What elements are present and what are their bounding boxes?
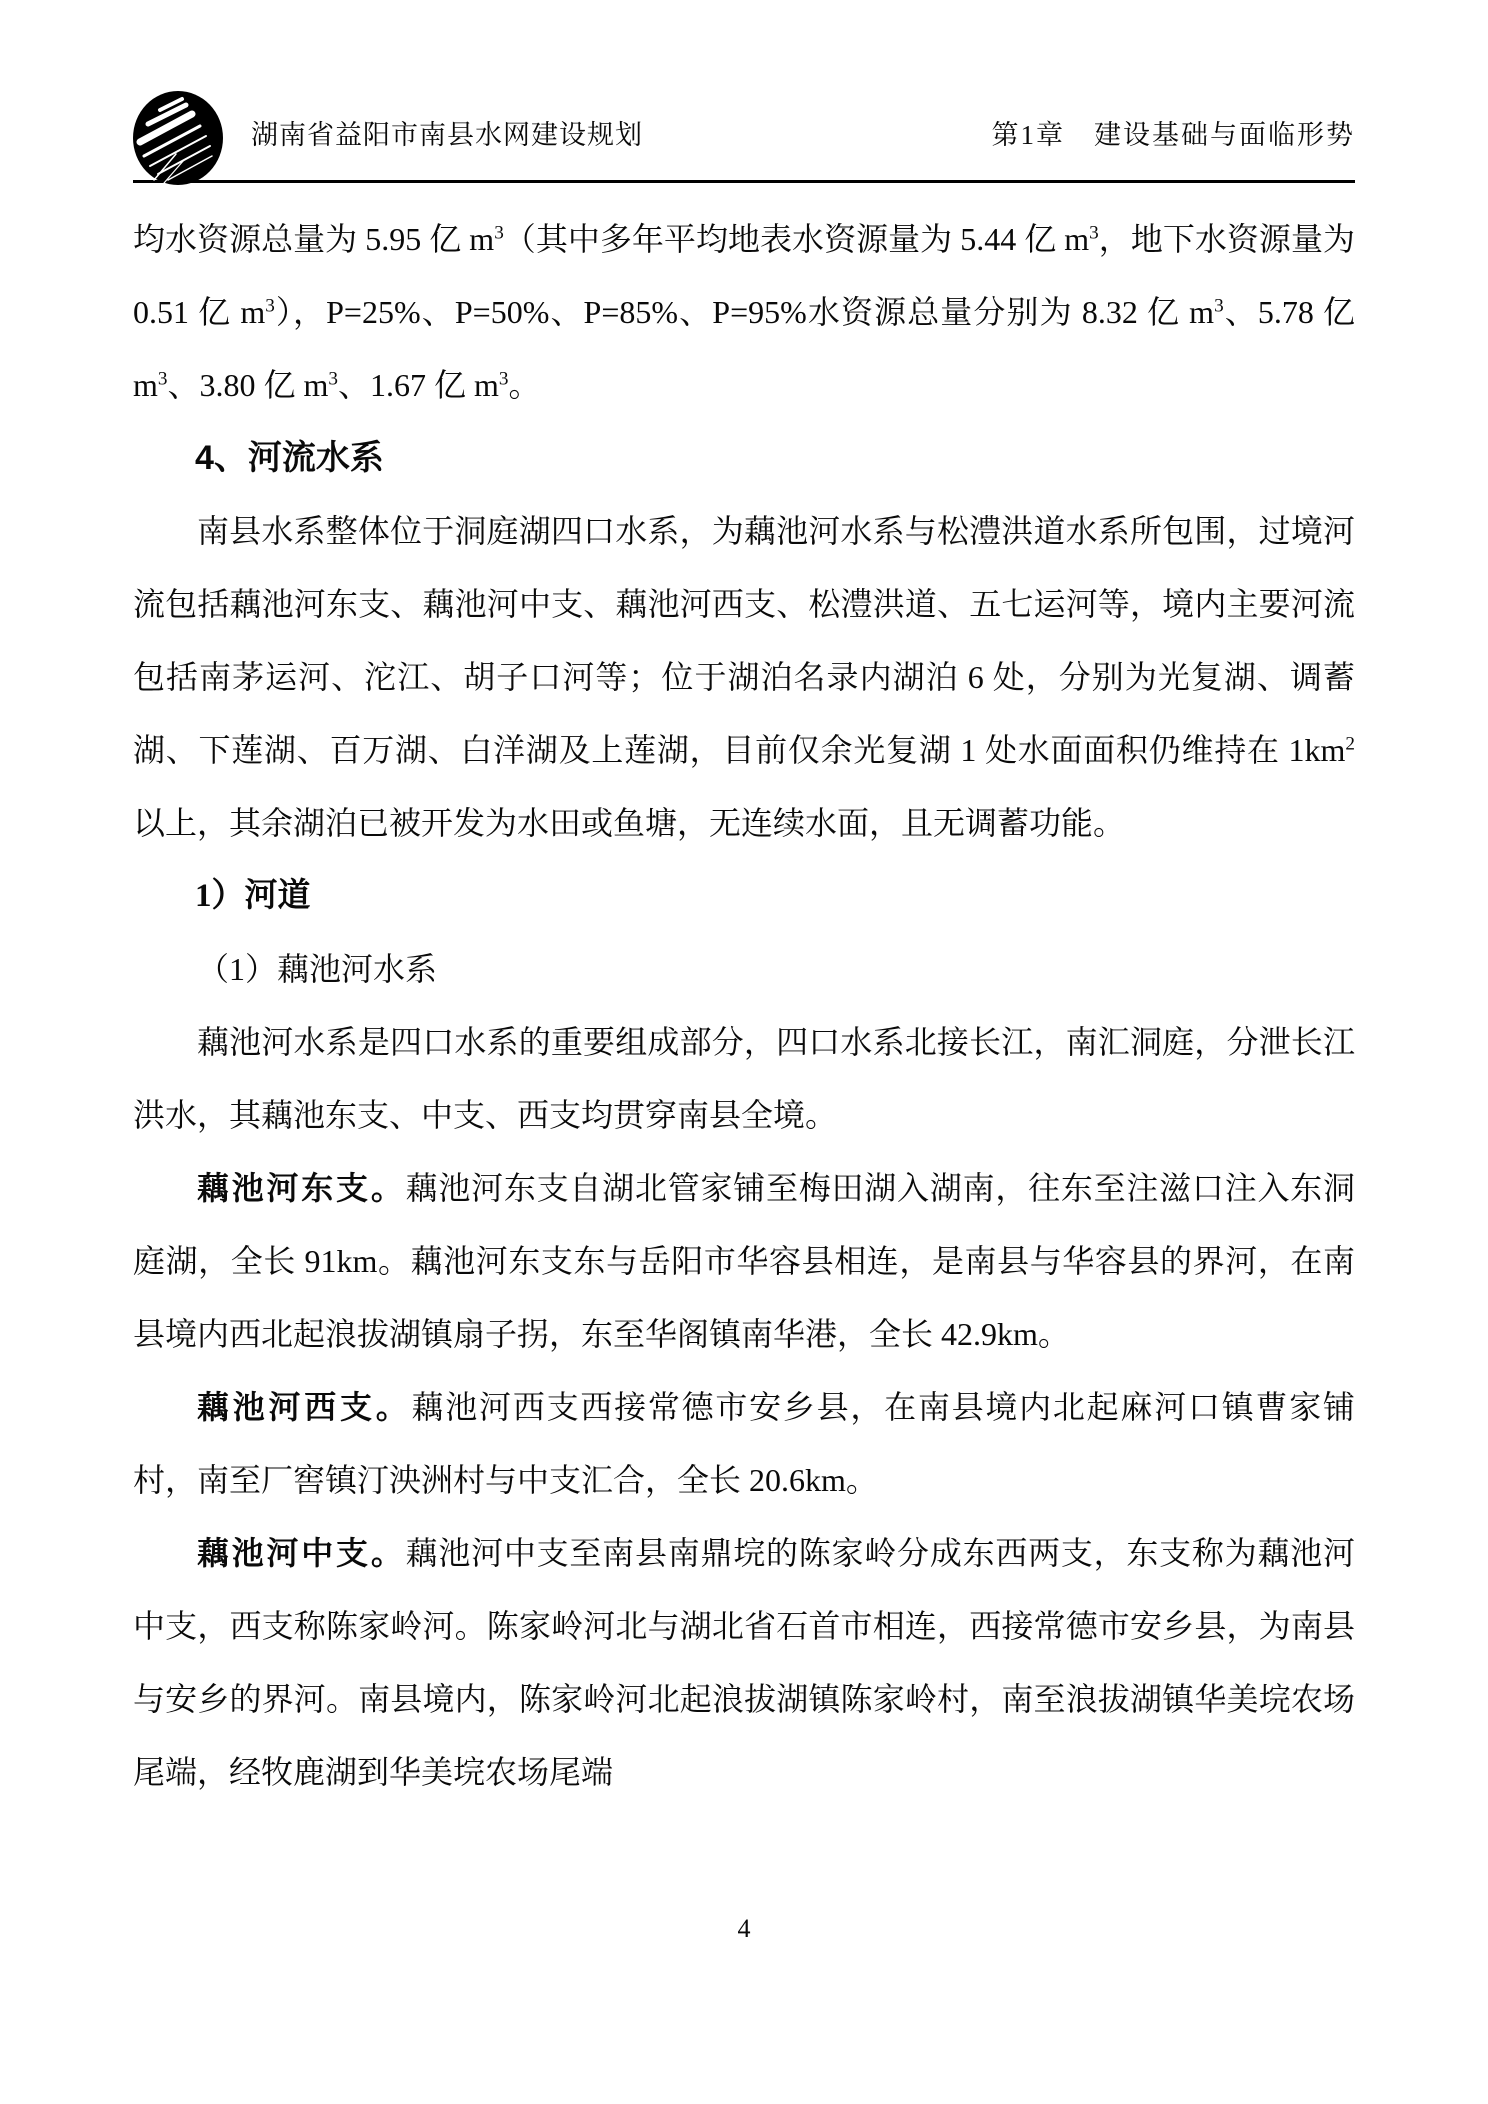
text-run: ），P=25%、P=50%、P=85%、P=95%水资源总量分别为 8.32 亿 m [274,294,1215,330]
text-run: 、5.78 亿 m [133,294,1355,403]
paragraph [133,1152,1355,1371]
paragraph [133,495,1355,860]
superscript: 2 [1345,733,1355,755]
bold-run: 藕池河东支。 [197,1170,406,1206]
text-run: 、1.67 亿 m [337,367,499,403]
subsection-heading [133,860,1355,933]
page-footer [0,1914,1488,1944]
bold-run: 藕池河西支。 [197,1389,412,1425]
bold-run: 藕池河中支。 [197,1535,406,1571]
superscript: 3 [1089,222,1099,244]
text-run: 藕池河中支至南县南鼎垸的陈家岭分成东西两支，东支称为藕池河中支，西支称陈家岭河。陈家岭河北与湖北省石首市相连，西接常德市安乡县，为南县与安乡的界河。南县境内，陈家岭河北起浪拔湖镇陈家岭村，南至浪拔湖镇华美垸农场尾端，经牧鹿湖到华美垸农场尾端 [133,1535,1355,1790]
text-run: 藕池河东支自湖北管家铺至梅田湖入湖南，往东至注滋口注入东洞庭湖，全长 91km。藕池河东支东与岳阳市华容县相连，是南县与华容县的界河，在南县境内西北起浪拔湖镇扇子拐，东至华阁镇南华港，全长 42.9km。 [133,1170,1355,1352]
text-run: （其中多年平均地表水资源量为 5.44 亿 m [503,221,1090,257]
paragraph [133,1371,1355,1517]
paragraph [133,203,1355,422]
superscript: 3 [1214,295,1224,317]
text-run: 藕池河水系是四口水系的重要组成部分，四口水系北接长江，南汇洞庭，分泄长江洪水，其藕池东支、中支、西支均贯穿南县全境。 [133,1024,1355,1133]
section-heading [133,422,1355,495]
text-run: （1）藕池河水系 [197,951,438,987]
paragraph [133,933,1355,1006]
text-run: 、3.80 亿 m [167,367,329,403]
header-divider [133,180,1355,183]
superscript: 3 [157,368,168,390]
text-run: 4、河流水系 [195,439,384,477]
water-swirl-logo [130,90,227,187]
document-body [133,203,1355,1809]
superscript: 3 [498,368,509,390]
superscript: 3 [328,368,338,390]
paragraph [133,1006,1355,1152]
text-run: 1）河道 [195,878,311,914]
logo-graphic [130,90,227,187]
superscript: 3 [494,222,504,244]
text-run: 。 [508,367,541,403]
header-chapter-label: 第1章 建设基础与面临形势 [991,120,1355,150]
header-doc-title: 湖南省益阳市南县水网建设规划 [251,120,643,150]
text-run: 以上，其余湖泊已被开发为水田或鱼塘，无连续水面，且无调蓄功能。 [133,805,1126,841]
text-run: 藕池河西支西接常德市安乡县，在南县境内北起麻河口镇曹家铺村，南至厂窖镇汀泱洲村与中支汇合，全长 20.6km。 [133,1389,1355,1498]
text-run: 均水资源总量为 5.95 亿 m [133,221,495,257]
page-header [133,113,1355,152]
paragraph [133,1517,1355,1809]
superscript: 3 [265,295,275,317]
text-run: ，地下水资源量为 0.51 亿 m [133,221,1355,330]
text-run: 南县水系整体位于洞庭湖四口水系，为藕池河水系与松澧洪道水系所包围，过境河流包括藕池河东支、藕池河中支、藕池河西支、松澧洪道、五七运河等，境内主要河流包括南茅运河、沱江、胡子口河等；位于湖泊名录内湖泊 6 处，分别为光复湖、调蓄湖、下莲湖、百万湖、白洋湖及上莲湖，目前仅余光复湖 1 处水面面积仍维持在 1km [133,513,1355,768]
page-number: 4 [737,1914,751,1943]
